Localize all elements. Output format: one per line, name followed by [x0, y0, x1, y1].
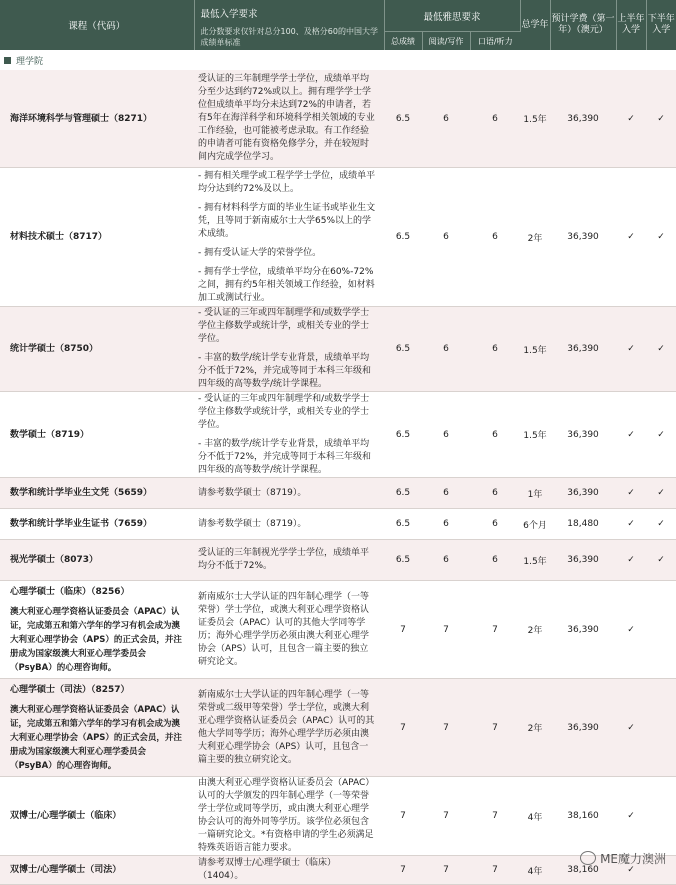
- watermark-text: ME魔力澳洲: [600, 852, 666, 866]
- requirement-cell: [194, 509, 384, 540]
- table-row: [0, 856, 676, 885]
- years-cell: 2年: [520, 581, 550, 679]
- ielts-ls-cell: 6: [470, 307, 520, 392]
- years-cell: 1.5年: [520, 392, 550, 478]
- ielts-overall-cell: 6.5: [384, 509, 422, 540]
- course-cell: [0, 70, 194, 168]
- ielts-rw-cell: 6: [422, 168, 470, 307]
- semester1-check: ✓: [616, 509, 646, 540]
- ielts-ls-cell: 6: [470, 540, 520, 581]
- course-description: 澳大利亚心理学资格认证委员会（APAC）认证，完成第五和第六学年的学习有机会成为澳大利亚心理学协会（APS）的正式会员，并注册成为国家级澳大利亚心理学委员会（PsyBA）的心理咨询师。: [10, 704, 182, 771]
- fee-cell: 38,160: [550, 777, 616, 856]
- header-req-note: 此分数要求仅针对总分100、及格分60的中国大学成绩单标准: [200, 27, 378, 47]
- semester1-check: ✓: [616, 581, 646, 679]
- ielts-ls-cell: 7: [470, 856, 520, 885]
- course-name: 数学和统计学毕业生文凭（5659）: [10, 488, 153, 498]
- semester2-check: ✓: [646, 509, 676, 540]
- requirement-text: - 受认证的三年或四年制理学和/或数学学士学位主修数学或统计学，或相关专业的学士学位。: [198, 393, 370, 430]
- table-row: [0, 168, 676, 307]
- header-ielts-overall: 总成绩: [384, 32, 422, 51]
- semester2-check: ✓: [646, 478, 676, 509]
- ielts-overall-cell: 6.5: [384, 307, 422, 392]
- table-row: [0, 540, 676, 581]
- table-row: [0, 581, 676, 679]
- years-cell: 2年: [520, 168, 550, 307]
- ielts-rw-cell: 6: [422, 70, 470, 168]
- requirement-cell: [194, 392, 384, 478]
- fee-cell: 36,390: [550, 679, 616, 777]
- ielts-rw-cell: 7: [422, 856, 470, 885]
- course-name: 统计学硕士（8750）: [10, 344, 99, 354]
- requirement-cell: [194, 70, 384, 168]
- table-row: [0, 509, 676, 540]
- ielts-overall-cell: 6.5: [384, 168, 422, 307]
- ielts-rw-cell: 6: [422, 392, 470, 478]
- semester2-check: ✓: [646, 168, 676, 307]
- requirement-text: 请参考双博士/心理学硕士（临床）（1404）。: [198, 858, 337, 881]
- years-cell: 6个月: [520, 509, 550, 540]
- header-ielts-ls: 口语/听力: [470, 32, 520, 51]
- ielts-rw-cell: 6: [422, 478, 470, 509]
- requirement-text: - 拥有材料科学方面的毕业生证书或毕业生文凭，且等同于新南威尔士大学65%以上的学术成绩。: [198, 202, 376, 239]
- course-cell: [0, 478, 194, 509]
- header-semester1: 上半年入学: [616, 0, 646, 50]
- fee-cell: 36,390: [550, 70, 616, 168]
- faculty-label: [0, 50, 676, 70]
- ielts-overall-cell: 7: [384, 679, 422, 777]
- course-name: 视光学硕士（8073）: [10, 555, 99, 565]
- watermark: [580, 850, 666, 867]
- fee-cell: 36,390: [550, 307, 616, 392]
- requirement-text: - 丰富的数学/统计学专业背景，成绩单平均分不低于72%，并完成等同于本科三年级和四年级的高等数学/统计学课程。: [198, 438, 372, 475]
- semester2-check: [646, 679, 676, 777]
- table-row: [0, 679, 676, 777]
- semester2-check: [646, 777, 676, 856]
- course-name: 材料技术硕士（8717）: [10, 232, 108, 242]
- course-cell: [0, 679, 194, 777]
- table-row: [0, 70, 676, 168]
- ielts-ls-cell: 6: [470, 478, 520, 509]
- requirement-cell: [194, 679, 384, 777]
- course-description: 澳大利亚心理学资格认证委员会（APAC）认证，完成第五和第六学年的学习有机会成为澳大利亚心理学协会（APS）的正式会员，并注册成为国家级澳大利亚心理学委员会（PsyBA）的心理咨询师。: [10, 606, 182, 673]
- ielts-overall-cell: 6.5: [384, 70, 422, 168]
- years-cell: 1.5年: [520, 70, 550, 168]
- years-cell: 1.5年: [520, 307, 550, 392]
- years-cell: 4年: [520, 856, 550, 885]
- faculty-name: 理学院: [16, 56, 44, 67]
- ielts-rw-cell: 7: [422, 679, 470, 777]
- semester2-check: ✓: [646, 307, 676, 392]
- years-cell: 4年: [520, 777, 550, 856]
- requirement-text: 由澳大利亚心理学资格认证委员会（APAC）认可的大学颁发的四年制心理学（一等荣誉学士学位或同等学历，或由澳大利亚心理学协会认可的海外同等学历。该学位必须包含一篇研究论文。*有资格申请的学生必须满足特殊英语语言能力要求。: [198, 778, 375, 853]
- ielts-overall-cell: 7: [384, 856, 422, 885]
- course-name: 心理学硕士（司法）（8257）: [10, 684, 130, 695]
- course-cell: [0, 856, 194, 885]
- semester2-check: [646, 581, 676, 679]
- ielts-ls-cell: 6: [470, 168, 520, 307]
- ielts-overall-cell: 6.5: [384, 478, 422, 509]
- faculty-square-icon: [4, 57, 11, 64]
- ielts-ls-cell: 6: [470, 509, 520, 540]
- ielts-ls-cell: 6: [470, 70, 520, 168]
- requirement-cell: [194, 856, 384, 885]
- years-cell: 1年: [520, 478, 550, 509]
- ielts-rw-cell: 6: [422, 307, 470, 392]
- semester1-check: ✓: [616, 679, 646, 777]
- course-name: 双博士/心理学硕士（司法）: [10, 865, 122, 875]
- ielts-ls-cell: 6: [470, 392, 520, 478]
- requirement-text: - 拥有学士学位，成绩单平均分在60%-72%之间，拥有约5年相关领域工作经验，如材料加工或测试行业。: [198, 266, 375, 303]
- semester2-check: ✓: [646, 392, 676, 478]
- years-cell: 2年: [520, 679, 550, 777]
- course-name: 海洋环境科学与管理硕士（8271）: [10, 113, 153, 124]
- course-name: 双博士/心理学硕士（临床）: [10, 811, 122, 821]
- semester1-check: ✓: [616, 478, 646, 509]
- fee-cell: 36,390: [550, 478, 616, 509]
- table-row: [0, 777, 676, 856]
- semester1-check: ✓: [616, 856, 646, 885]
- ielts-ls-cell: 7: [470, 581, 520, 679]
- header-min-requirement: [194, 0, 384, 50]
- header-semester2: 下半年入学: [646, 0, 676, 50]
- ielts-overall-cell: 6.5: [384, 392, 422, 478]
- ielts-overall-cell: 7: [384, 581, 422, 679]
- table-row: [0, 392, 676, 478]
- requirement-text: 请参考数学硕士（8719）。: [198, 487, 307, 498]
- fee-cell: 36,390: [550, 168, 616, 307]
- ielts-overall-cell: 7: [384, 777, 422, 856]
- requirement-text: - 受认证的三年或四年制理学和/或数学学士学位主修数学或统计学，或相关专业的学士学位。: [198, 308, 370, 344]
- course-cell: [0, 168, 194, 307]
- course-cell: [0, 540, 194, 581]
- ielts-rw-cell: 6: [422, 509, 470, 540]
- requirement-cell: [194, 478, 384, 509]
- requirement-text: 受认证的三年制理学学士学位，成绩单平均分至少达到约72%或以上。拥有理学学士学位但成绩单平均分未达到72%的申请者，若有5年在海洋科学和环境科学相关领域的专业工作经验，也可能被考虑录取。有工作经验的申请者可能有资格免修学分，并在较短时间内完成学位学习。: [198, 74, 375, 162]
- header-req-title: 最低入学要求: [200, 9, 258, 20]
- requirement-cell: [194, 581, 384, 679]
- course-cell: [0, 777, 194, 856]
- course-cell: [0, 581, 194, 679]
- course-name: 心理学硕士（临床）（8256）: [10, 586, 130, 597]
- semester1-check: ✓: [616, 777, 646, 856]
- fee-cell: 36,390: [550, 392, 616, 478]
- ielts-rw-cell: 6: [422, 540, 470, 581]
- header-course: 课程（代码）: [0, 0, 194, 50]
- semester1-check: ✓: [616, 70, 646, 168]
- requirement-cell: [194, 307, 384, 392]
- semester2-check: ✓: [646, 540, 676, 581]
- wechat-icon: [580, 851, 596, 865]
- header-fee: 预计学费（第一年）（澳元）: [550, 0, 616, 50]
- course-cell: [0, 392, 194, 478]
- requirement-text: 新南威尔士大学认证的四年制心理学（一等荣誉）学士学位，或澳大利亚心理学资格认证委员会（APAC）认可的其他大学同等学历；海外心理学学历必须由澳大利亚心理学协会（APS）认可，且包含一篇主要的独立研究论文。: [198, 591, 370, 667]
- table-row: [0, 307, 676, 392]
- fee-cell: 36,390: [550, 581, 616, 679]
- header-years: 总学年: [520, 0, 550, 50]
- fee-cell: 18,480: [550, 509, 616, 540]
- table-row: [0, 478, 676, 509]
- requirement-text: 受认证的三年制视光学学士学位，成绩单平均分不低于72%。: [198, 548, 370, 571]
- requirement-text: 请参考数学硕士（8719）。: [198, 518, 307, 529]
- course-name: 数学硕士（8719）: [10, 429, 90, 440]
- header-ielts: 最低雅思要求: [384, 0, 520, 32]
- course-name: 数学和统计学毕业生证书（7659）: [10, 519, 153, 529]
- semester1-check: ✓: [616, 168, 646, 307]
- requirement-cell: [194, 540, 384, 581]
- course-cell: [0, 509, 194, 540]
- ielts-ls-cell: 7: [470, 777, 520, 856]
- semester2-check: ✓: [646, 70, 676, 168]
- requirement-text: - 拥有受认证大学的荣誉学位。: [198, 247, 322, 258]
- requirement-cell: [194, 168, 384, 307]
- semester1-check: ✓: [616, 307, 646, 392]
- semester1-check: ✓: [616, 392, 646, 478]
- requirement-text: - 丰富的数学/统计学专业背景，成绩单平均分不低于72%，并完成等同于本科三年级和四年级的高等数学/统计学课程。: [198, 353, 372, 389]
- semester1-check: ✓: [616, 540, 646, 581]
- years-cell: 1.5年: [520, 540, 550, 581]
- ielts-ls-cell: 7: [470, 679, 520, 777]
- fee-cell: 36,390: [550, 540, 616, 581]
- ielts-overall-cell: 6.5: [384, 540, 422, 581]
- course-cell: [0, 307, 194, 392]
- ielts-rw-cell: 7: [422, 777, 470, 856]
- fee-cell: 38,160: [550, 856, 616, 885]
- requirement-text: 新南威尔士大学认证的四年制心理学（一等荣誉或二级甲等荣誉）学士学位，或澳大利亚心理学资格认证委员会（APAC）认可的其他大学同等学历；海外心理学学历必须由澳大利亚心理学协会（APS）认可，且包含一篇主要的独立研究论文。: [198, 689, 375, 765]
- requirement-cell: [194, 777, 384, 856]
- header-ielts-rw: 阅读/写作: [422, 32, 470, 51]
- ielts-rw-cell: 7: [422, 581, 470, 679]
- requirement-text: - 拥有相关理学或工程学学士学位，成绩单平均分达到约72%及以上。: [198, 170, 376, 194]
